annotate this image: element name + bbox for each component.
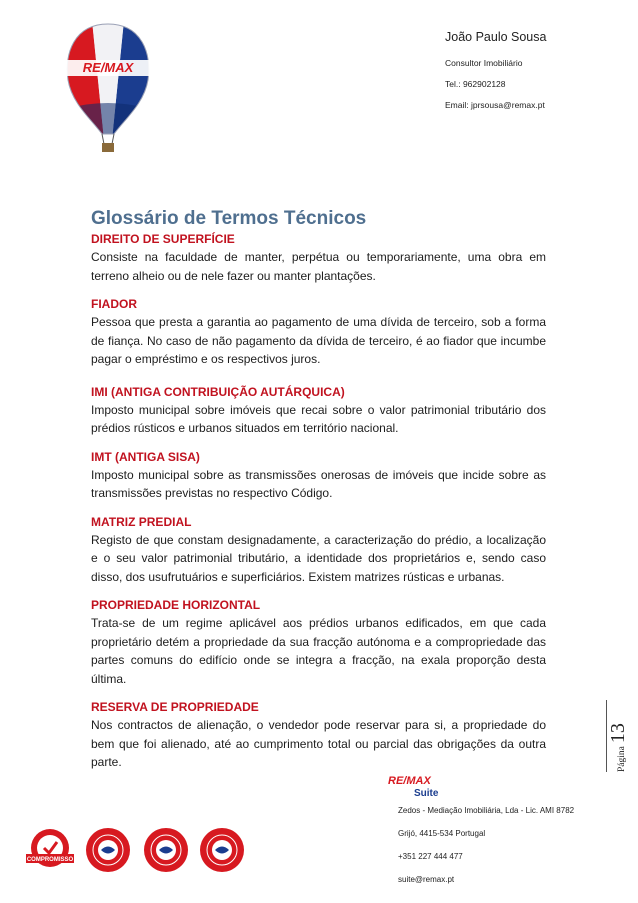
glossary-definition: Imposto municipal sobre as transmissões onerosas de imóveis que incide sobre as transmissões previstas no respectivo Código. bbox=[91, 467, 546, 500]
glossary-entry bbox=[91, 513, 546, 587]
glossary-term: MATRIZ PREDIAL bbox=[91, 514, 192, 529]
glossary-definition: Trata-se de um regime aplicável aos prédios urbanos edificados, em que cada proprietário detém a propriedade da sua fracção autónoma e a compropriedade das partes comuns do edifício onde se integra a fracção, na exala proporção desta última. bbox=[91, 616, 546, 686]
glossary-entry bbox=[91, 698, 546, 772]
glossary-definition: Nos contractos de alienação, o vendedor pode reservar para si, a propriedade do bem que foi alienado, até ao cumprimento total ou parcial das obrigações da outra parte. bbox=[91, 718, 546, 769]
agent-role: Consultor Imobiliário bbox=[445, 58, 523, 68]
glossary-definition: Consiste na faculdade de manter, perpétua ou temporariamente, uma obra em terreno alheio ou de nele fazer ou manter plantações. bbox=[91, 250, 546, 283]
agent-contact-block bbox=[445, 30, 625, 121]
glossary-content bbox=[91, 208, 546, 782]
glossary-entry bbox=[91, 596, 546, 688]
svg-text:RE/MAX: RE/MAX bbox=[82, 60, 134, 75]
agent-phone: Tel.: 962902128 bbox=[445, 79, 506, 89]
glossary-entry bbox=[91, 383, 546, 438]
remax-suite-logo bbox=[388, 773, 444, 799]
compromisso-badge-icon bbox=[26, 826, 74, 874]
glossary-term: IMT (ANTIGA SISA) bbox=[91, 449, 200, 464]
svg-text:COMPROMISSO: COMPROMISSO bbox=[26, 857, 74, 863]
agent-email: Email: jprsousa@remax.pt bbox=[445, 100, 545, 110]
glossary-term: FIADOR bbox=[91, 297, 137, 311]
glossary-entry bbox=[91, 295, 546, 369]
remax-balloon-logo bbox=[62, 20, 154, 162]
glossary-term: PROPRIEDADE HORIZONTAL bbox=[91, 598, 261, 612]
svg-text:RE/MAX: RE/MAX bbox=[388, 775, 431, 787]
glossary-definition: Registo de que constam designadamente, a caracterização do prédio, a localização e o seu valor patrimonial tributário, a identidade dos proprietários e, sendo caso disso, dos usufrutuários e superficiários. Existem matrizes rústicas e urbanas. bbox=[91, 532, 546, 584]
glossary-definition: Pessoa que presta a garantia ao pagamento de uma dívida de terceiro, sob a forma de fiança. No caso de não pagamento da dívida de terceiro, é ao fiador que incumbe pagar o empréstimo e os respectivos juros. bbox=[91, 315, 546, 366]
svg-text:Suite: Suite bbox=[414, 788, 439, 799]
glossary-entry bbox=[91, 230, 546, 285]
glossary-term: RESERVA DE PROPRIEDADE bbox=[91, 700, 259, 714]
agency-contact-block bbox=[398, 806, 598, 898]
glossary-term: IMI (ANTIGA CONTRIBUIÇÃO AUTÁRQUICA) bbox=[91, 384, 345, 399]
page-word: Página bbox=[617, 746, 627, 772]
agency-email: suite@remax.pt bbox=[398, 875, 455, 884]
page-title: Glossário de Termos Técnicos bbox=[91, 208, 367, 229]
glossary-definition: Imposto municipal sobre imóveis que recai sobre o valor patrimonial tributário dos prédios rústicos e urbanos situados em território nacional. bbox=[91, 402, 546, 435]
agent-name: João Paulo Sousa bbox=[445, 30, 547, 44]
glossary-term: DIREITO DE SUPERFÍCIE bbox=[91, 232, 235, 246]
award-badges bbox=[26, 826, 246, 876]
page-number: 13 bbox=[607, 723, 629, 744]
page-number-marker bbox=[606, 700, 631, 772]
agency-company: Zedos - Mediação Imobiliária, Lda - Lic. AMI 8782 bbox=[398, 806, 575, 815]
agency-address: Grijó, 4415-534 Portugal bbox=[398, 829, 486, 838]
excellence-award-badge-icon bbox=[198, 826, 246, 874]
excellence-award-badge-icon bbox=[84, 826, 132, 874]
agency-phone: +351 227 444 477 bbox=[398, 852, 463, 861]
excellence-award-badge-icon bbox=[142, 826, 190, 874]
glossary-entry bbox=[91, 448, 546, 503]
